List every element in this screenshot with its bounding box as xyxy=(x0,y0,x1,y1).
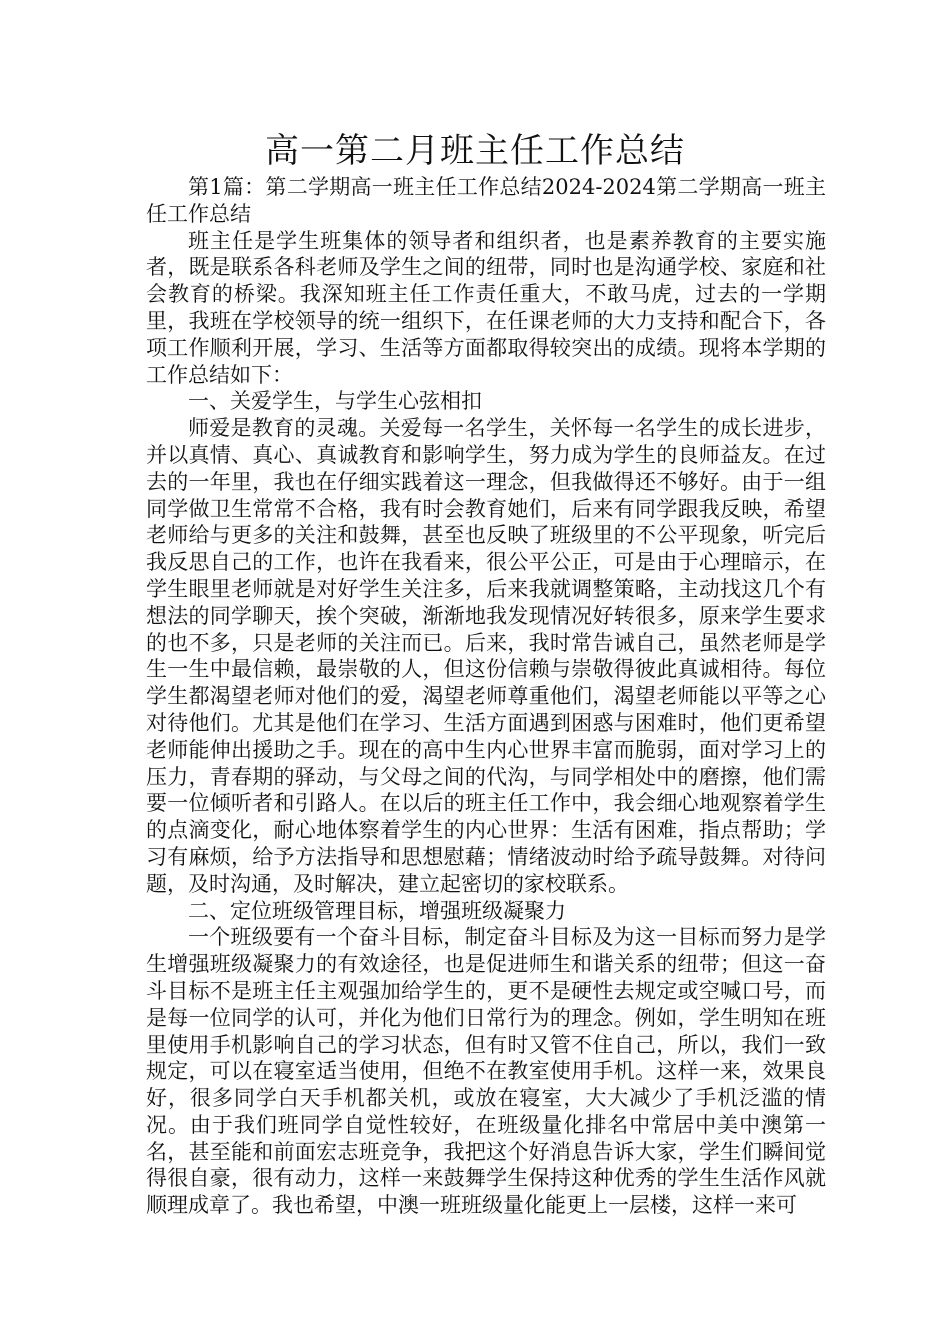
section-1-paragraph: 师爱是教育的灵魂。关爱每一名学生，关怀每一名学生的成长进步，并以真情、真心、真诚教育和影响学生，努力成为学生的良师益友。在过去的一年里，我也在仔细实践着这一理念，但我做得还不够好。由于一组同学做卫生常常不合格，我有时会教育她们，后来有同学跟我反映，希望老师给与更多的关注和鼓舞，甚至也反映了班级里的不公平现象，听完后我反思自己的工作，也许在我看来，很公平公正，可是由于心理暗示，在学生眼里老师就是对好学生关注多，后来我就调整策略，主动找这几个有想法的同学聊天，挨个突破，渐渐地我发现情况好转很多，原来学生要求的也不多，只是老师的关注而已。后来，我时常告诫自己，虽然老师是学生一生中最信赖，最崇敬的人，但这份信赖与崇敬得彼此真诚相待。每位学生都渴望老师对他们的爱，渴望老师尊重他们，渴望老师能以平等之心对待他们。尤其是他们在学习、生活方面遇到困惑与困难时，他们更希望老师能伸出援助之手。现在的高中生内心世界丰富而脆弱，面对学习上的压力，青春期的驿动，与父母之间的代沟，与同学相处中的磨擦，他们需要一位倾听者和引路人。在以后的班主任工作中，我会细心地观察着学生的点滴变化，耐心地体察着学生的内心世界：生活有困难，指点帮助；学习有麻烦，给予方法指导和思想慰藉；情绪波动时给予疏导鼓舞。对待问题，及时沟通，及时解决，建立起密切的家校联系。 xyxy=(146,416,826,896)
section-heading-2: 二、定位班级管理目标，增强班级凝聚力 xyxy=(188,898,566,923)
document-body xyxy=(146,174,826,1219)
section-2-paragraph: 一个班级要有一个奋斗目标，制定奋斗目标及为这一目标而努力是学生增强班级凝聚力的有效途径，也是促进师生和谐关系的纽带；但这一奋斗目标不是班主任主观强加给学生的，更不是硬性去规定或空喊口号，而是每一位同学的认可，并化为他们日常行为的理念。例如，学生明知在班里使用手机影响自己的学习状态，但有时又管不住自己，所以，我们一致规定，可以在寝室适当使用，但绝不在教室使用手机。这样一来，效果良好，很多同学白天手机都关机，或放在寝室，大大减少了手机泛滥的情况。由于我们班同学自觉性较好，在班级量化排名中常居中美中澳第一名，甚至能和前面宏志班竞争，我把这个好消息告诉大家，学生们瞬间觉得很自豪，很有动力，这样一来鼓舞学生保持这种优秀的学生生活作风就顺理成章了。我也希望，中澳一班班级量化能更上一层楼，这样一来可 xyxy=(146,925,826,1218)
intro-heading-paragraph: 第1篇：第二学期高一班主任工作总结2024-2024第二学期高一班主任工作总结 xyxy=(146,175,826,226)
intro-paragraph: 班主任是学生班集体的领导者和组织者，也是素养教育的主要实施者，既是联系各科老师及学生之间的纽带，同时也是沟通学校、家庭和社会教育的桥梁。我深知班主任工作责任重大，不敢马虎，过去的一学期里，我班在学校领导的统一组织下，在任课老师的大力支持和配合下，各项工作顺利开展，学习、生活等方面都取得较突出的成绩。现将本学期的工作总结如下： xyxy=(146,228,826,387)
document-title: 高一第二月班主任工作总结 xyxy=(265,131,685,171)
section-heading-1: 一、关爱学生，与学生心弦相扣 xyxy=(188,389,482,414)
